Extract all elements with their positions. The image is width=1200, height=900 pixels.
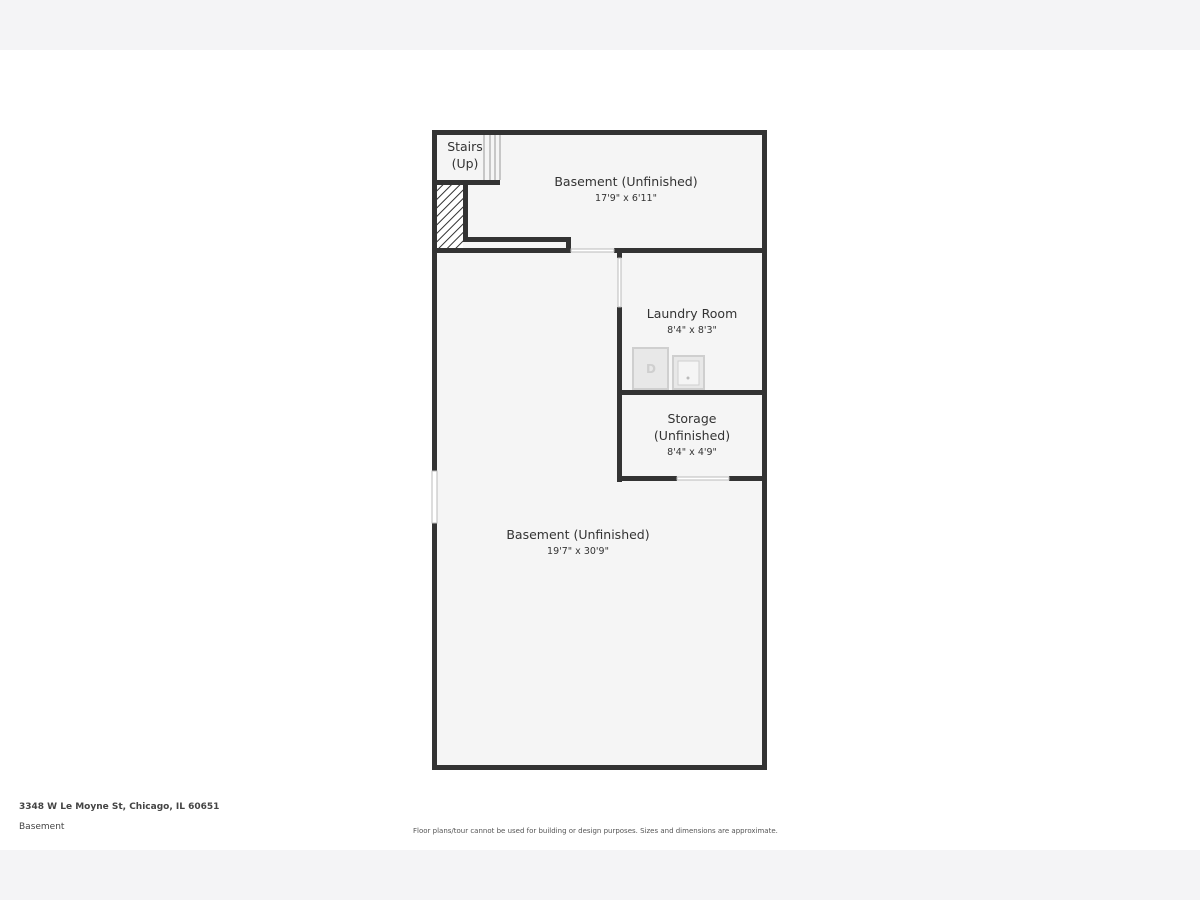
upper-basement-name: Basement (Unfinished): [554, 174, 698, 189]
outer-wall-bottom: [432, 765, 767, 770]
dryer: [633, 348, 668, 389]
window-left: [432, 471, 437, 523]
storage-name-line2: (Unfinished): [653, 428, 731, 443]
floor-plan: [0, 50, 1200, 850]
outer-wall-left-upper: [432, 130, 437, 471]
opening-upper-basement: [571, 249, 614, 252]
laundry-room-name: Laundry Room: [646, 306, 738, 321]
disclaimer: Floor plans/tour cannot be used for building or design purposes. Sizes and dimensions are approximate.: [413, 827, 778, 835]
upper-basement-dimensions: 17'9" x 6'11": [595, 193, 657, 204]
floor-plan-sheet: [0, 50, 1200, 850]
stairs-wall-bottom: [437, 180, 500, 185]
storage-wall-bottom-right: [729, 476, 762, 481]
dryer-label: D: [646, 362, 656, 376]
laundry-storage-divider: [617, 390, 762, 395]
storage-name-line1: Storage: [667, 411, 717, 426]
property-address: 3348 W Le Moyne St, Chicago, IL 60651: [19, 802, 220, 812]
storage-dimensions: 8'4" x 4'9": [667, 447, 717, 458]
laundry-wall-left-top: [617, 248, 622, 258]
laundry-room-dimensions: 8'4" x 8'3": [667, 325, 717, 336]
main-basement-dimensions: 19'7" x 30'9": [547, 546, 609, 557]
partition-wall-left: [437, 248, 571, 253]
stairs-label-line2: (Up): [451, 156, 479, 171]
outer-wall-top: [432, 130, 767, 135]
chimney-hatch: [437, 185, 463, 251]
laundry-sink: [673, 356, 704, 389]
storage-wall-bottom-left: [617, 476, 677, 481]
partition-wall-right: [614, 248, 762, 253]
chimney-wall-top: [463, 237, 571, 242]
chimney-wall-right: [463, 185, 468, 242]
stairs-label-line1: Stairs: [447, 139, 483, 154]
main-basement-name: Basement (Unfinished): [506, 527, 650, 542]
outer-wall-left-lower: [432, 523, 437, 770]
door-storage: [677, 477, 729, 480]
door-laundry: [618, 258, 621, 307]
floor-label: Basement: [19, 822, 65, 832]
outer-wall-right: [762, 130, 767, 770]
